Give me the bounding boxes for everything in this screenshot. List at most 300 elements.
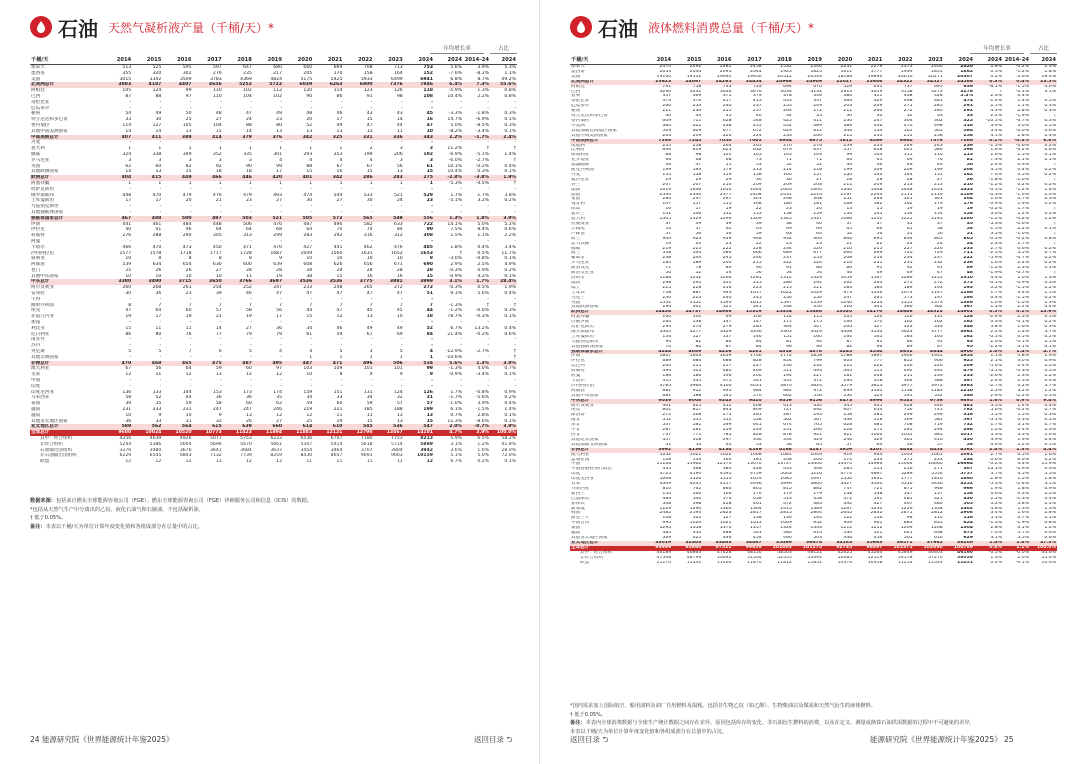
- table-cell: 10.4%: [447, 93, 462, 99]
- table-cell: 126: [423, 389, 433, 395]
- table-cell: -: [340, 105, 343, 111]
- table-cell: 275: [404, 175, 434, 181]
- table-cell: 30: [306, 198, 313, 204]
- table-cell: 211: [843, 182, 853, 187]
- table-cell: 3.9%: [477, 401, 489, 407]
- table-cell: 474: [963, 99, 973, 104]
- table-cell: -: [401, 320, 403, 326]
- table-cell: 3999: [404, 279, 434, 285]
- table-cell: 1.9%: [1017, 202, 1029, 207]
- table-cell: 237: [752, 104, 762, 109]
- table-cell: 46189: [656, 550, 672, 555]
- table-cell: 3.4%: [504, 244, 516, 250]
- table-cell: -3.1%: [988, 369, 1002, 374]
- row-label: 科威特: [571, 369, 585, 374]
- table-cell: 246: [273, 407, 283, 413]
- table-cell: 3637: [270, 447, 283, 453]
- table-cell: 6536: [300, 436, 313, 441]
- table-cell: 3.9%: [990, 123, 1002, 128]
- table-cell: -0.9%: [988, 202, 1002, 207]
- table-cell: 47: [695, 163, 702, 168]
- table-cell: 14966: [867, 462, 883, 467]
- table-cell: -5.9%: [448, 88, 462, 94]
- table-cell: 216: [843, 261, 853, 266]
- table-cell: 782: [963, 408, 973, 413]
- table-cell: 737: [662, 432, 672, 437]
- table-cell: 18186: [837, 74, 853, 79]
- table-cell: 101: [363, 366, 373, 372]
- table-title: 液体燃料消费总量（千桶/天）*: [648, 20, 815, 35]
- table-cell: 237: [933, 256, 943, 261]
- table-cell: 268: [692, 413, 702, 418]
- table-cell: -: [159, 238, 162, 244]
- table-cell: 73: [755, 158, 762, 163]
- table-cell: 435: [783, 467, 792, 472]
- note-text: 包括来自燃东全球能源咨询公司（FGE）、燃东全球能源咨询公司（FGE）伊朗服务公司和信息（ICIS）的数据。: [55, 498, 313, 504]
- table-cell: 19100: [656, 74, 672, 79]
- table-cell: 1860: [960, 477, 973, 482]
- row-label: 伊朗: [571, 354, 581, 359]
- table-cell: 1022: [780, 290, 792, 295]
- table-cell: -: [129, 354, 132, 360]
- table-cell: 1226: [900, 506, 913, 511]
- table-cell: -: [189, 337, 192, 343]
- table-cell: 56: [876, 231, 883, 236]
- table-cell: 99: [185, 88, 192, 94]
- row-label: 乌克兰: [571, 295, 585, 300]
- column-header: 2019: [793, 56, 823, 65]
- table-cell: 2377: [719, 192, 732, 197]
- table-cell: 2.3%: [1017, 379, 1029, 383]
- table-cell: 2.2%: [990, 329, 1002, 334]
- back-to-toc-link-left[interactable]: 返回目录 ⮌: [474, 735, 513, 744]
- note-line: [30, 497, 517, 506]
- table-cell: 614: [283, 424, 313, 430]
- table-cell: 36: [215, 395, 222, 401]
- table-cell: 0.7%: [1017, 516, 1029, 521]
- table-cell: 6569: [853, 139, 883, 144]
- table-cell: 0.2%: [1044, 364, 1056, 369]
- table-cell: 336: [374, 135, 404, 141]
- table-cell: 246: [843, 437, 853, 442]
- table-cell: 24: [906, 241, 913, 246]
- table-cell: †: [1053, 222, 1056, 226]
- table-cell: 1550: [840, 477, 853, 482]
- table-cell: 155: [722, 202, 732, 207]
- table-cell: 35663: [853, 541, 883, 546]
- table-cell: 0.4%: [1044, 437, 1056, 442]
- table-cell: 96: [876, 344, 883, 349]
- table-cell: 148: [843, 491, 853, 496]
- table-cell: 126: [903, 315, 913, 320]
- row-label: 孟加拉国: [571, 457, 590, 462]
- table-cell: 155: [662, 172, 672, 177]
- column-header: 2018: [763, 56, 793, 65]
- table-cell: 6940: [883, 139, 913, 144]
- table-cell: 1: [128, 180, 132, 186]
- table-cell: 3.4%: [990, 128, 1002, 133]
- table-cell: 224: [813, 261, 823, 266]
- table-cell: 2645: [840, 511, 853, 516]
- table-cell: 4534: [853, 350, 883, 355]
- table-cell: 771: [692, 432, 702, 437]
- table-cell: 388: [933, 379, 943, 383]
- table-cell: 537: [662, 423, 672, 428]
- row-label: 爱沙尼亚: [571, 177, 590, 182]
- table-cell: 430: [963, 437, 973, 442]
- table-cell: 0.4%: [1017, 428, 1029, 433]
- table-cell: 15: [366, 169, 373, 175]
- table-cell: 1939: [900, 69, 913, 74]
- table-cell: 19: [276, 273, 283, 279]
- row-label: 卡塔尔: [571, 379, 585, 383]
- table-cell: 28: [366, 267, 373, 273]
- table-cell: 1644: [749, 187, 762, 192]
- note-text: 本表内全球消费数据与全球生产统计数据之间存在差异，原因包括库存的变化、非石油衍生燃料的消费，以及在定义、测量或换算石油供需数据的过程中不可避免的差异。: [585, 720, 975, 727]
- table-cell: 4.5%: [990, 168, 1002, 173]
- table-cell: -: [370, 105, 373, 111]
- table-cell: 87: [846, 339, 853, 344]
- table-cell: 0.4%: [1044, 403, 1056, 408]
- table-cell: 3725: [659, 472, 672, 477]
- table-cell: 7: [339, 302, 343, 308]
- table-cell: 349: [182, 151, 192, 157]
- table-cell: 51: [665, 442, 672, 447]
- table-cell: -: [220, 238, 222, 244]
- table-cell: -6.7%: [1015, 118, 1029, 123]
- table-cell: 153: [212, 389, 222, 395]
- table-cell: 293: [813, 413, 823, 418]
- table-cell: 0.4%: [1017, 168, 1029, 173]
- table-cell: -: [159, 320, 162, 326]
- table-cell: 737: [903, 84, 913, 89]
- table-cell: 233: [152, 407, 162, 413]
- table-cell: 846: [722, 486, 732, 491]
- table-cell: 932: [783, 236, 792, 241]
- table-cell: 324: [122, 151, 132, 157]
- table-cell: 52519: [867, 555, 883, 560]
- column-header: 2019: [253, 56, 283, 65]
- table-cell: 181: [843, 374, 853, 379]
- table-cell: 0.9%: [1003, 399, 1030, 404]
- table-cell: 220: [933, 364, 943, 369]
- table-cell: 27: [336, 198, 343, 204]
- row-label: 其他亚太地区国家: [31, 418, 68, 424]
- table-cell: 98: [906, 516, 913, 521]
- table-cell: 1.8%: [1044, 477, 1056, 482]
- table-cell: 60: [155, 163, 162, 169]
- table-cell: 78: [695, 266, 702, 271]
- table-cell: †: [486, 302, 489, 308]
- table-cell: 909: [843, 521, 853, 526]
- table-cell: 272: [813, 109, 823, 114]
- table-cell: 1611: [840, 69, 853, 74]
- table-cell: 22: [876, 241, 883, 246]
- table-cell: -: [250, 99, 252, 105]
- table-cell: 51: [725, 163, 732, 168]
- row-label: 哥伦比亚: [31, 99, 50, 105]
- table-cell: 146: [752, 334, 762, 339]
- table-cell: 2.8%: [1017, 109, 1029, 114]
- row-label: 东非: [571, 423, 581, 428]
- table-cell: -: [514, 140, 516, 146]
- table-cell: 48: [215, 111, 222, 117]
- table-cell: 37: [876, 222, 883, 226]
- table-cell: 11170: [656, 560, 672, 565]
- table-cell: 3.8%: [990, 325, 1002, 330]
- table-cell: 1631: [360, 250, 373, 256]
- table-cell: 9: [429, 256, 433, 262]
- table-cell: 20: [695, 241, 702, 246]
- table-cell: 1212: [870, 526, 883, 531]
- table-cell: 265: [363, 285, 373, 291]
- table-cell: -: [159, 105, 162, 111]
- table-cell: 160: [783, 172, 792, 177]
- table-cell: 1309: [749, 217, 762, 222]
- table-cell: -: [189, 296, 192, 302]
- table-cell: 244: [692, 256, 702, 261]
- table-cell: 10958: [867, 560, 883, 565]
- table-cell: 19: [936, 207, 943, 212]
- row-label: 其他亚太地区国家: [571, 536, 608, 540]
- table-cell: 3: [369, 349, 373, 355]
- row-label: 赤道几内亚: [31, 314, 54, 320]
- table-cell: 5244: [119, 441, 132, 447]
- table-cell: 448: [122, 192, 132, 198]
- table-cell: 13.2%: [474, 325, 489, 331]
- table-cell: 200: [662, 364, 672, 369]
- table-cell: -: [431, 320, 433, 326]
- table-cell: 79: [276, 331, 283, 337]
- table-cell: 48150: [747, 550, 762, 555]
- table-cell: 3: [248, 157, 252, 163]
- table-cell: 32403: [672, 541, 702, 546]
- table-cell: 14646: [883, 310, 913, 315]
- table-cell: 1009: [780, 521, 792, 526]
- table-cell: 100: [692, 315, 702, 320]
- table-cell: 4652: [883, 350, 913, 355]
- row-label: 加拿大: [571, 64, 585, 69]
- table-cell: 9736: [914, 399, 944, 404]
- table-cell: 801: [662, 408, 672, 413]
- table-cell: 144: [813, 516, 823, 521]
- table-cell: -: [340, 238, 343, 244]
- table-cell: -1.7%: [448, 395, 462, 401]
- table-cell: 1.9%: [504, 285, 516, 291]
- table-cell: 3252: [960, 482, 973, 487]
- table-cell: 47: [936, 271, 943, 276]
- table-cell: 301: [692, 305, 702, 310]
- table-cell: 1281: [749, 275, 762, 280]
- row-label: 利比亚: [31, 325, 45, 331]
- table-cell: 1.3%: [1044, 506, 1056, 511]
- table-cell: 287: [662, 428, 672, 433]
- table-cell: 59: [306, 401, 313, 407]
- row-label: 英国: [31, 163, 41, 169]
- table-cell: -: [129, 99, 132, 105]
- table-cell: †: [513, 157, 516, 163]
- table-cell: 14.1%: [447, 221, 462, 227]
- table-cell: 238: [662, 256, 672, 261]
- table-cell: 5.6%: [434, 361, 463, 367]
- table-cell: 666: [843, 251, 853, 256]
- table-cell: 0.2%: [990, 74, 1002, 79]
- table-cell: 1777: [870, 69, 883, 74]
- table-cell: 49: [276, 111, 283, 117]
- table-cell: 489: [662, 496, 672, 501]
- row-label: 斯洛文尼亚: [571, 271, 594, 276]
- table-cell: 0.4%: [504, 163, 516, 169]
- table-cell: 15: [215, 128, 222, 134]
- table-cell: 17: [695, 207, 702, 212]
- row-label: 非经合组织: [40, 441, 63, 447]
- table-cell: 3530: [870, 329, 883, 334]
- table-cell: 19950: [747, 74, 762, 79]
- table-cell: 7086: [944, 139, 974, 144]
- table-cell: 4.9%: [990, 437, 1002, 442]
- table-cell: 173: [243, 389, 252, 395]
- row-label: 南苏丹: [31, 337, 45, 343]
- back-to-toc-link-right[interactable]: 返回目录 ⮌: [570, 735, 609, 744]
- table-cell: 3.9%: [490, 424, 517, 430]
- table-cell: 64: [306, 227, 313, 233]
- table-cell: 341: [752, 305, 762, 310]
- table-cell: -0.1%: [988, 334, 1002, 339]
- row-label: 土库曼斯坦: [571, 334, 594, 339]
- table-cell: -: [159, 383, 162, 389]
- table-cell: 4.5%: [1017, 472, 1029, 477]
- table-cell: 44: [306, 308, 313, 314]
- table-cell: 5.6%: [990, 408, 1002, 413]
- table-cell: -: [250, 378, 252, 384]
- table-cell: 1560: [330, 250, 343, 256]
- table-cell: 90: [816, 339, 823, 344]
- table-cell: 5175: [300, 76, 313, 82]
- table-cell: -: [514, 343, 516, 349]
- row-label: 文莱: [31, 372, 41, 378]
- table-cell: 52: [155, 395, 162, 401]
- table-cell: -: [220, 383, 222, 389]
- table-cell: 203: [843, 104, 853, 109]
- row-label: 墨西哥: [571, 69, 585, 74]
- table-cell: 0.3%: [477, 169, 489, 175]
- row-label: 立陶宛: [571, 226, 585, 231]
- table-cell: 1310: [960, 275, 973, 280]
- table-cell: 385: [662, 531, 672, 536]
- table-cell: 1183: [931, 388, 943, 393]
- table-cell: 3308: [840, 329, 853, 334]
- table-cell: 13: [396, 418, 403, 424]
- table-cell: 1267: [840, 506, 853, 511]
- table-cell: 186: [662, 374, 672, 379]
- table-cell: 255: [783, 104, 792, 109]
- table-cell: 1221: [900, 217, 913, 222]
- row-label: 科威特: [31, 233, 45, 239]
- table-cell: 99: [846, 153, 853, 158]
- table-cell: 162: [903, 320, 913, 325]
- table-cell: 147: [722, 320, 732, 325]
- table-cell: 469: [752, 369, 762, 374]
- table-cell: 33: [155, 418, 162, 424]
- table-cell: 3766: [223, 279, 253, 285]
- table-cell: 103890: [914, 546, 944, 551]
- table-cell: 15.9%: [1041, 462, 1056, 467]
- table-cell: 40: [665, 114, 672, 119]
- table-cell: -: [514, 238, 516, 244]
- table-cell: 157: [692, 202, 702, 207]
- table-cell: 49: [336, 122, 343, 128]
- table-cell: 9: [369, 372, 373, 378]
- table-cell: 9: [218, 412, 222, 418]
- table-cell: 1.3%: [1017, 506, 1029, 511]
- table-cell: 3.7%: [1044, 383, 1056, 388]
- table-cell: 0.2%: [1044, 320, 1056, 325]
- table-cell: 532: [933, 393, 943, 398]
- table-cell: 4100: [719, 383, 732, 388]
- table-cell: 3972: [931, 383, 943, 388]
- table-cell: 906: [933, 359, 943, 364]
- growth-header: 年均增长率: [430, 44, 484, 54]
- table-cell: 1358: [689, 526, 702, 531]
- table-cell: 972: [813, 388, 823, 393]
- table-cell: 233: [873, 457, 883, 462]
- table-cell: 9: [399, 372, 403, 378]
- table-cell: 470: [152, 244, 162, 250]
- table-cell: -: [220, 320, 222, 326]
- table-cell: 210: [843, 364, 853, 369]
- table-cell: 4318: [763, 350, 793, 355]
- table-cell: 325: [313, 135, 343, 141]
- table-cell: 334: [783, 437, 792, 442]
- table-cell: 503: [813, 536, 823, 540]
- table-cell: 4226: [702, 350, 732, 355]
- table-cell: -: [280, 204, 283, 210]
- table-cell: 60: [246, 366, 252, 372]
- table-cell: -8.2%: [475, 70, 489, 76]
- table-cell: 0.1%: [1044, 315, 1056, 320]
- table-cell: 5753: [240, 436, 252, 441]
- table-cell: 188: [393, 407, 403, 413]
- table-cell: 545: [343, 424, 373, 430]
- row-label: 非经合组织: [580, 555, 603, 560]
- table-cell: 68: [276, 227, 283, 233]
- table-cell: 318: [692, 437, 702, 442]
- table-cell: 5.0%: [477, 221, 489, 227]
- table-cell: -: [460, 343, 462, 349]
- table-cell: -: [159, 186, 162, 192]
- table-cell: -: [220, 209, 222, 215]
- table-cell: 0.6%: [1044, 84, 1056, 89]
- left-footer-page: [30, 734, 174, 745]
- table-cell: 34467: [733, 541, 763, 546]
- table-cell: -: [514, 209, 516, 215]
- table-cell: 639: [963, 84, 973, 89]
- row-label: 希腊: [571, 197, 581, 202]
- table-cell: 0.2%: [1017, 182, 1029, 187]
- table-cell: 1772: [780, 354, 792, 359]
- table-cell: 342: [313, 175, 343, 181]
- table-cell: 49: [366, 325, 373, 331]
- table-cell: 54: [786, 271, 792, 276]
- table-cell: 2.3%: [1017, 266, 1029, 271]
- table-cell: -: [401, 378, 403, 384]
- table-cell: 0.1%: [504, 128, 516, 134]
- table-cell: 0.6%: [990, 457, 1002, 462]
- row-label: 其他中东国家: [571, 393, 599, 398]
- table-cell: 14: [125, 169, 132, 175]
- table-cell: 108: [662, 516, 672, 521]
- table-cell: 15: [426, 418, 433, 424]
